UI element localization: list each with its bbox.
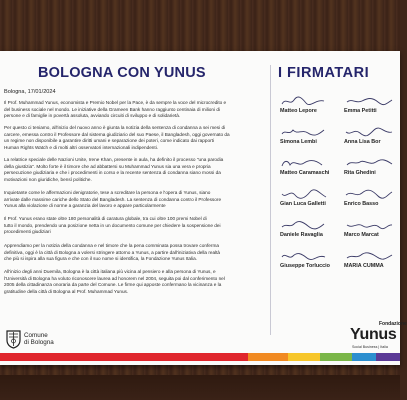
letter-paragraph [4,216,266,236]
letter-line: della giustizia". Molto forte è il timore che ad abbattersi su Muhammad Yunus sia una vera e propria [4,163,211,169]
stripe-segment [376,353,400,361]
handwritten-signature [280,188,330,200]
letter-line: Inquietante come le affermazioni denigratorie, tese a screditare la persona e l'opera di Yunus, siano [4,190,211,195]
signature-block [278,219,340,241]
signature-block [278,95,340,117]
signature-block [342,250,402,272]
signature-block [342,157,402,179]
letter-title: BOLOGNA CON YUNUS [38,65,206,81]
handwritten-signature [280,219,330,231]
letter-dateline: Bologna, 17/01/2024 [4,89,56,95]
bologna-crest-icon [6,329,21,349]
stripe-segment [320,353,352,361]
stripe-segment [288,353,320,361]
handwritten-signature [344,95,394,107]
signatories-column [272,51,407,365]
letter-paragraph [4,125,266,151]
rainbow-stripe [0,353,400,361]
letter-line: definitiva, oggi è la città di Bologna a volersi stringere attorno a Yunus, a partire dall'iniziativa della realtà [4,249,221,255]
letter-line: Apprendiamo per la notizia della condanna e nel timore che la pena comminata possa trovare conferma [4,243,219,248]
letter-paragraph [4,100,266,120]
stripe-segment [248,353,288,361]
signature-block [278,188,340,210]
signatory-name: Rita Ghedini [344,170,376,176]
signatory-name: Enrico Basso [344,201,379,207]
letter-line: 2005 della cittadinanza onoraria da parte del Comune. Le firme qui apposte confermano la vicinanza e la [4,282,222,288]
letter-line: persecuzione giudiziaria e che i procedimenti in corso e la recente sentenza di condanna siano mossi da [4,170,221,176]
letter-line: gratitudine della città di Bologna al Prof. Muhammad Yunus. [4,288,129,294]
signature-block [342,188,402,210]
stripe-segment [0,353,248,361]
signatory-name: Giuseppe Torluccio [280,263,330,269]
signatory-name: Anna Lisa Bor [344,139,381,145]
signatory-name: Matteo Caramaschi [280,170,330,176]
letter-line: tutto il mondo, prendendo una posizione netta in un documento comune per chiedere la sospensione dei [4,222,221,228]
handwritten-signature [280,250,330,262]
signature-block [278,126,340,148]
letter-line: Per questo ci teniamo, all'inizio del nuovo anno è giunta la notizia della sentenza di condanna a sei mesi di [4,125,226,130]
signature-block [342,126,402,148]
comune-logo-line1: Comune [24,332,48,339]
letter-line: che più si ispira alla sua figura e che con il suo nome si identifica, la Fondazione Yunus Italia. [4,256,197,262]
letter-line: Il Prof. Muhammad Yunus, economista e Premio Nobel per la Pace, è da sempre la voce del microcredito e [4,100,227,105]
handwritten-signature [344,188,394,200]
letter-paragraph [4,243,266,263]
fondazione-yunus-logo [350,321,407,353]
floor-background [0,375,400,400]
letter-line: All'inizio degli anni Duemila, Bologna è la città italiana più vicina al pensiero e alla persona di Yunus, e [4,269,216,274]
letter-line: Il Prof. Yunus erano state oltre 180 personalità di caratura globale, tra cui oltre 100 premi Nobel di [4,216,207,221]
comune-logo-line2: di Bologna [24,339,54,346]
placard-panel [0,51,407,365]
letter-paragraph [4,157,266,183]
handwritten-signature [280,157,330,169]
yunus-logo-tagline: Social Business | Italia [352,345,388,349]
signature-block [278,157,340,179]
letter-line: un regime non disponibile a garantire diritti umani e separazione dei poteri, come indicato dai rapporti [4,138,215,144]
letter-column [0,51,270,365]
signatories-title: I FIRMATARI [278,65,370,81]
handwritten-signature [344,250,394,262]
signatory-name: Gian Luca Galletti [280,201,326,207]
signatory-name: Matteo Lepore [280,108,317,114]
handwritten-signature [344,126,394,138]
letter-line: l'Università di Bologna ha voluto riconoscere laurea ad honorem nel 2004, seguita poi dal conferimento nel [4,275,225,281]
yunus-logo-small-text: Fondazione [379,321,407,327]
letter-line: Human Rights Watch e di molti altri osservatori internazionali indipendenti. [4,144,159,150]
signature-block [342,95,402,117]
signature-block [342,219,402,241]
handwritten-signature [344,219,394,231]
letter-line: motivazioni non giuridiche, bensì politiche. [4,176,92,182]
signatory-name: Daniele Ravaglia [280,232,323,238]
letter-line: La relatrice speciale delle Nazioni Unite, Irene Khan, presente in aula, ha definito il processo "una parodia [4,157,224,162]
stripe-segment [352,353,376,361]
yunus-logo-wordmark: Yunus [350,326,397,343]
letter-paragraph [4,269,266,295]
signatory-name: Marco Marcat [344,232,379,238]
handwritten-signature [280,126,330,138]
column-divider [270,65,271,335]
comune-di-bologna-logo [6,327,66,355]
signatory-name: Simona Lembi [280,139,317,145]
letter-line: arrivate dalle massime cariche dello Stato del Bangladesh. La sentenza di condanna contro il Professore [4,196,222,202]
letter-line: persone e di famiglie in povertà assoluta, avviando circuiti di sviluppo e di solidarietà. [4,113,181,119]
letter-line: procedimenti giudiziari [4,229,51,235]
handwritten-signature [344,157,394,169]
letter-line: Yunus alla violazione di norme a garanzia del lavoro e appare particolarmente [4,203,166,209]
letter-paragraph [4,190,266,210]
letter-line: carcere, emessa contro il Professore dal sistema giudiziario del suo Paese, il Bangladesh, oggi governato da [4,131,230,137]
handwritten-signature [280,95,330,107]
signature-block [278,250,340,272]
signatory-name: Emma Petitti [344,108,377,114]
signatory-name: MARIA CUMMA [344,263,384,269]
letter-line: del business sociale nel mondo. Le iniziative della Grameen Bank hanno raggiunto centinaia di milioni di [4,106,221,112]
